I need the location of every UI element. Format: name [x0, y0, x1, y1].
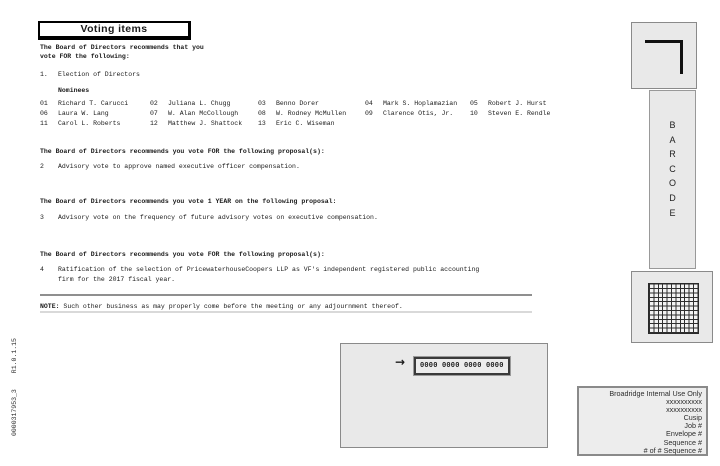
account-number-value: 0000 0000 0000 0000	[420, 362, 504, 370]
nominee-08: 08 W. Rodney McMullen	[258, 110, 347, 117]
registration-mark-box	[631, 22, 697, 89]
nominee-13: 13 Eric C. Wiseman	[258, 120, 335, 127]
intro-line-2: vote FOR the following:	[40, 53, 130, 60]
form-revision: R1.0.1.15	[11, 338, 18, 374]
proposal-4-number: 4	[40, 266, 44, 273]
nominee-05: 05 Robert J. Hurst	[470, 100, 547, 107]
proposal-1-number: 1.	[40, 71, 48, 78]
barcode-letter: A	[669, 134, 676, 145]
note-text: Such other business as may properly come before the meeting or any adjournment thereof.	[59, 303, 403, 310]
grid-barcode-placeholder	[648, 283, 699, 334]
nominee-list	[40, 99, 600, 129]
broadridge-internal-use-box	[577, 386, 708, 456]
internal-box-line: Envelope #	[666, 429, 702, 439]
form-id: 0000317953_3	[11, 389, 18, 436]
corner-mark-icon	[645, 40, 683, 43]
nominee-01: 01 Richard T. Carucci	[40, 100, 129, 107]
form-id-vertical	[10, 338, 19, 436]
nominee-12: 12 Matthew J. Shattock	[150, 120, 243, 127]
nominees-label: Nominees	[58, 87, 90, 94]
proposal-3-number: 3	[40, 214, 44, 221]
proposal-4-heading: The Board of Directors recommends you vote FOR the following proposal(s):	[40, 251, 325, 258]
internal-box-line: xxxxxxxxxx	[666, 405, 702, 415]
nominee-11: 11 Carol L. Roberts	[40, 120, 121, 127]
internal-box-line: Job #	[684, 421, 702, 431]
barcode-letter: C	[669, 163, 676, 174]
proposal-3-row	[40, 213, 378, 222]
internal-box-line: Cusip	[683, 413, 702, 423]
note-row	[40, 302, 403, 311]
grid-barcode-box	[631, 271, 713, 343]
proposal-2-heading: The Board of Directors recommends you vote FOR the following proposal(s):	[40, 148, 325, 155]
voting-items-title: Voting items	[80, 23, 148, 35]
barcode-letter: E	[669, 207, 676, 218]
nominee-07: 07 W. Alan McCollough	[150, 110, 239, 117]
proposal-2-row	[40, 162, 300, 171]
proposal-3-text: Advisory vote on the frequency of future advisory votes on executive compensation.	[58, 214, 378, 221]
account-number-panel	[340, 343, 548, 448]
account-number-box	[414, 357, 510, 375]
proposal-4-text: Ratification of the selection of PricewaterhouseCoopers LLP as VF's independent registered public accounting firm for the 2017 fiscal year.	[58, 266, 480, 283]
arrow-icon: →	[395, 355, 406, 369]
nominee-04: 04 Mark S. Hoplamazian	[365, 100, 458, 107]
nominee-03: 03 Benno Dorer	[258, 100, 319, 107]
nominee-06: 06 Laura W. Lang	[40, 110, 109, 117]
divider-rule-top	[40, 294, 532, 296]
barcode-letter: R	[669, 149, 676, 160]
proposal-4-row	[40, 265, 488, 284]
barcode-letter: B	[669, 120, 676, 130]
corner-mark-icon	[680, 40, 683, 74]
proposal-1-row	[40, 70, 140, 79]
nominee-10: 10 Steven E. Rendle	[470, 110, 551, 117]
barcode-letter: O	[668, 178, 676, 189]
voting-items-title-box	[38, 21, 191, 40]
note-label: NOTE:	[40, 303, 60, 310]
proposal-1-text: Election of Directors	[58, 71, 140, 78]
divider-rule-bottom	[40, 311, 532, 313]
nominee-09: 09 Clarence Otis, Jr.	[365, 110, 454, 117]
nominee-02: 02 Juliana L. Chugg	[150, 100, 231, 107]
proposal-2-number: 2	[40, 163, 44, 170]
intro-line-1: The Board of Directors recommends that you	[40, 44, 204, 51]
barcode-placeholder	[649, 90, 696, 269]
internal-box-line: Sequence #	[663, 437, 702, 447]
internal-box-line: # of # Sequence #	[643, 445, 702, 455]
internal-box-line: xxxxxxxxxx	[666, 397, 702, 407]
barcode-letter: D	[669, 192, 676, 203]
internal-box-title: Broadridge Internal Use Only	[609, 389, 702, 398]
board-recommendation-intro	[40, 43, 204, 61]
proposal-2-text: Advisory vote to approve named executive officer compensation.	[58, 163, 300, 170]
proposal-3-heading: The Board of Directors recommends you vote 1 YEAR on the following proposal:	[40, 198, 337, 205]
